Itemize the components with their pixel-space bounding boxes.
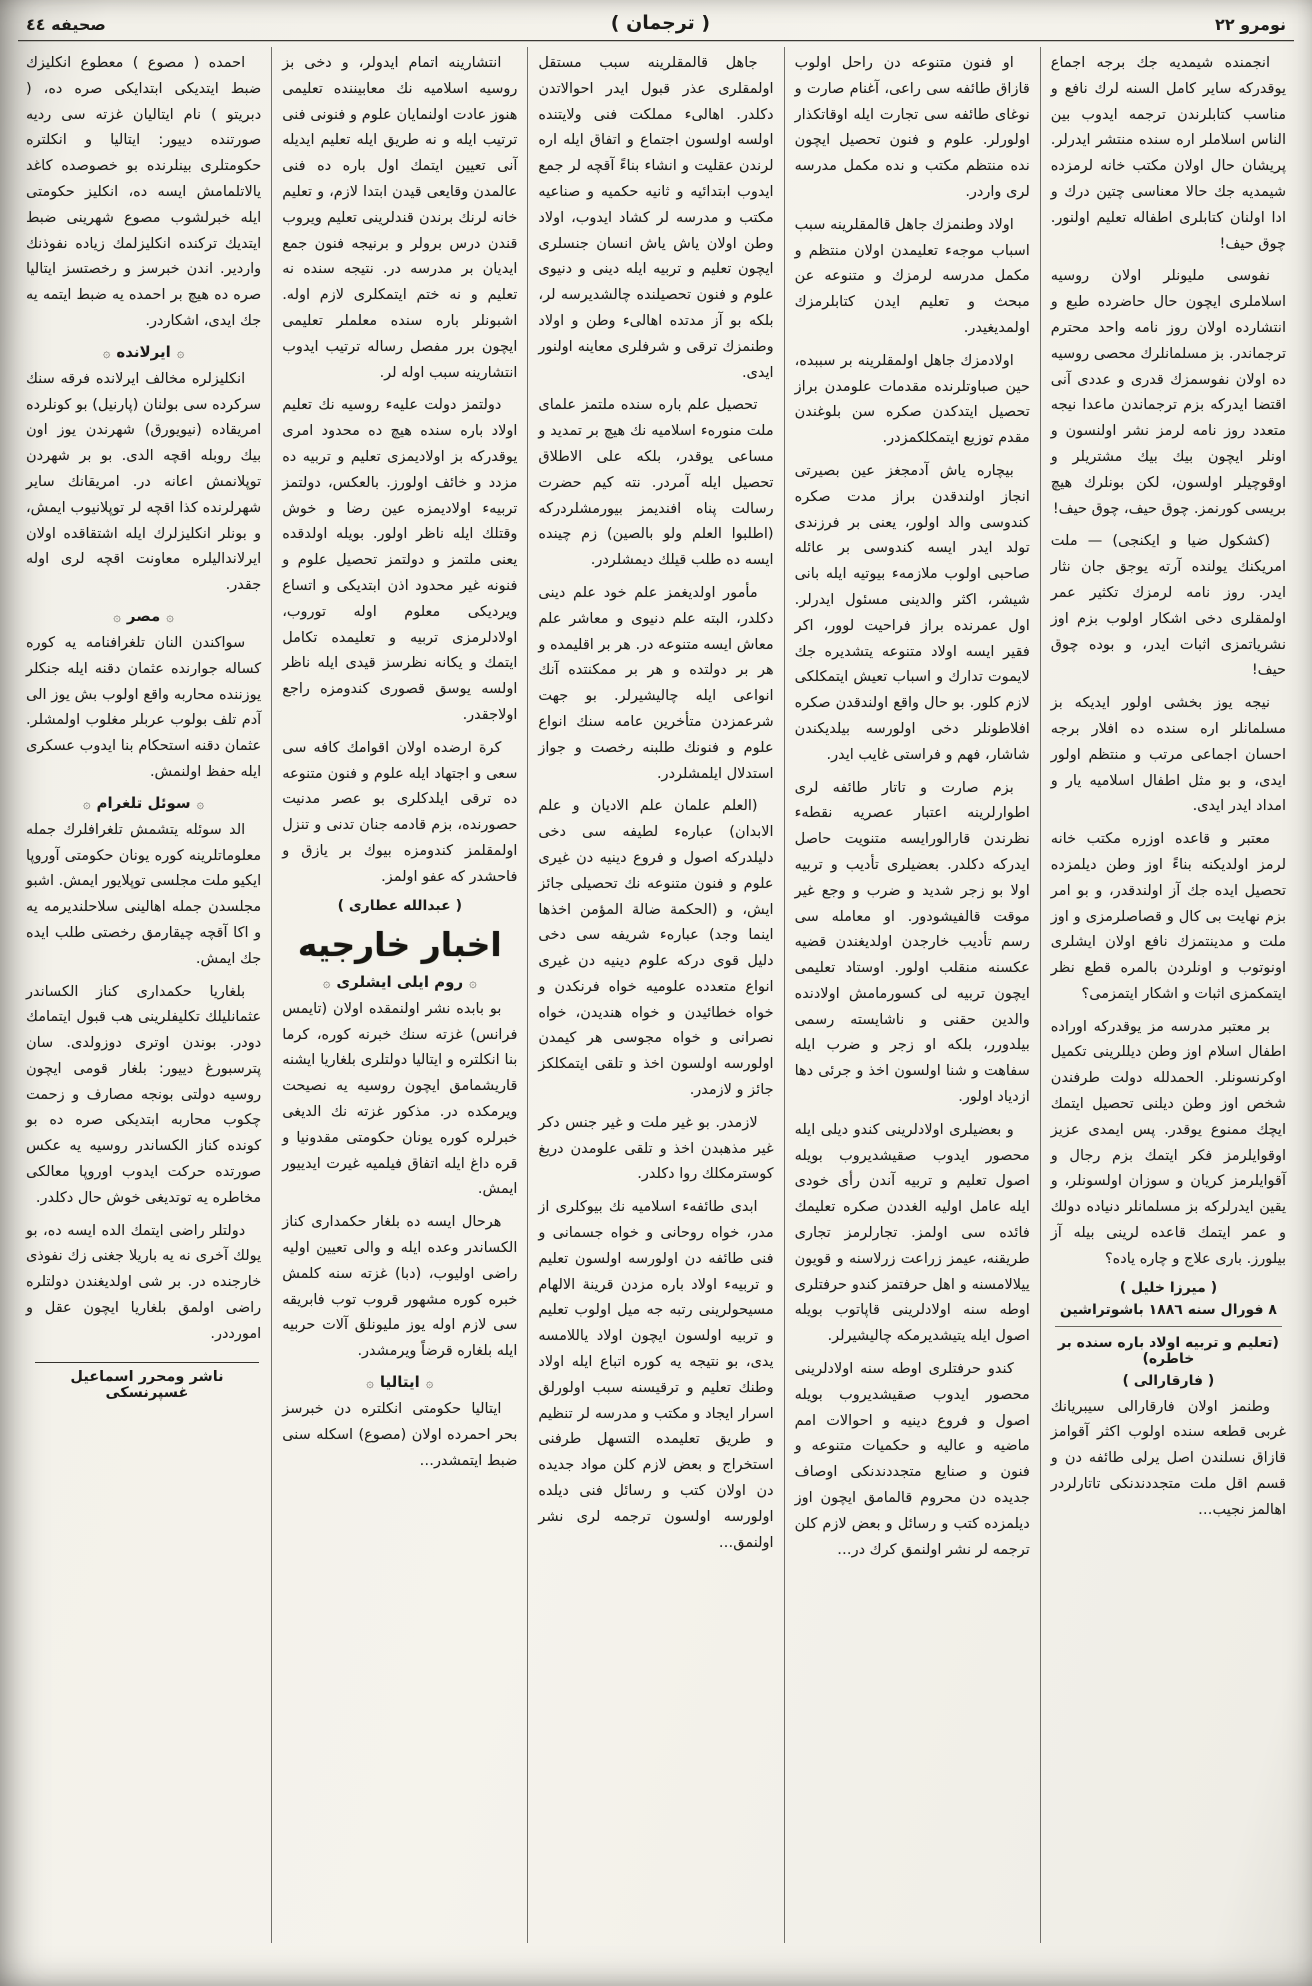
article-paragraph: احمده ( مصوع ) معطوع انكليزك ضبط ايتديكى ابتدايكى صره ده، ( دبريتو ) نام ايتاليان غزته سى رديه صورتنده دييور: ايتاليا و انكلتره حكومتلرى بينلرنده بو خصوصده كاغد يالاتلمامش ايسه ده، انكليز حكومتى ايله خبرلشوب مصوع شهرينى ضبط ايتديك تركنده انكليزلمك زياده نفوذنك واردير. اندن خبرسز و رخصتسز ايتاليا صره ده هيچ بر احمده يه ضبط ايتمه يه جك ايدى، اشكاردر. [25, 55, 262, 329]
article-paragraph: تحصيل علم باره سنده ملتمز علماى ملت منورهء اسلاميه نك هيچ بر تمديد و مساعى يوقدر، بلكه على الاطلاق تحصيل ايله آمردر. نته كيم حضرت رسالت پناه افنديمز بيورمشلردركه (اطلبوا العلم ولو بالصين) زم چينده ايسه ده طلب قيلك ديمشلردر. [538, 397, 774, 569]
section-divider [26, 794, 261, 812]
article-paragraph: مأمور اولديغمز علم خود علم دينى دكلدر، البته علم دنيوى و معاشر علم معاش ايسه متنوعه در. هر بر اقليمده و هر بر دولتده و هر بر ممكنتده آنك انواعى ايله چاليشيرلر. بو جهت شرعمزدن متأخرين عامه سنك انواع علوم و فنونك طلبنه رخصت و جواز استدلال ايلمشلردر. [538, 584, 774, 782]
article-byline: ( ميرزا خليل ) [1119, 1279, 1218, 1296]
flourish-icon: ۞ [425, 1375, 434, 1391]
flourish-icon: ۞ [469, 975, 477, 991]
masthead-rule [18, 40, 1294, 41]
column-3-center [527, 47, 783, 1943]
flourish-icon: ۞ [82, 796, 91, 812]
column-1-rightmost [1040, 47, 1296, 1943]
article-byline: ( عبدالله عطارى ) [337, 897, 462, 914]
article-paragraph: كندو حرفتلرى اوطه سنه اولادلرينى محصور ايدوب صقيشديروب بويله اصول و فروع دينيه و احوالات امم ماضيه و عاليه و حكميات متنوعه و فنون و صنايع متجددندنكى اوصاف جديده دن محروم قالمامق ايچون اوز ديلمزده كتب و رسائل و بعض لازم كلن ترجمه لر نشر اولنمق كرك در… [794, 1361, 1030, 1558]
article-paragraph: الد سوئله يتشمش تلغرافلرك جمله معلوماتلرينه كوره يونان حكومتى آوروپا ايكيو ملت مجلسى توپلايور ايمش. اشبو مجلسدن جمله اهالينى سلاحلنديرمه يه و اكا آقچه چيقارمق رخصتى طلب ايده جك ايمش. [25, 821, 262, 967]
section-label: مصر [126, 606, 161, 625]
dateline: ٨ فورال سنه ١٨٨٦ باشوتراشين [1059, 1301, 1277, 1318]
article-paragraph: و بعضيلرى اولادلرينى كندو ديلى ايله محصور ايدوب صقيشديروب بويله اصول تعليم و تربيه آندن رأى خودى ايله عامل اوليه الغددن صكره تعليمك فائده سى اولمز. تجارلرمز تجارى طريقنه، عيمز زراعت زرلاسنه و قويون ييلالامسنه و اهل حرفتمز كندو حرفتلرى اوطه سنه اولادلرينى قاپاتوب بويله اصول ايله يتيشديرمكه چاليشيرلر. [794, 1121, 1030, 1345]
section-divider [282, 1373, 517, 1391]
article-byline: (تعليم و تربيه اولاد باره سنده بر خاطره) [1057, 1334, 1279, 1367]
article-paragraph: اولاد وطنمزك جاهل قالمقلرينه سبب اسباب موجهء تعليمدن اولان منتظم و مكمل مدرسه لرمزك و متنوعه عن مبحث و تعليم ايدن كتابلرمزك اولمديغيدر. [794, 216, 1030, 336]
article-paragraph: هرحال ايسه ده بلغار حكمدارى كناز الكساندر وعده ايله و والى تعيين اوليه راضى اوليوب، (دبا) غزته سنه كلمش خبره كوره مشهور قروب توب فابريقه سى لازم اوله يوز مليونلق آلات حربيه ايله بلغاره قرضاً ويرمشدر. [282, 1214, 518, 1360]
article-paragraph: انكليزلره مخالف ايرلانده فرقه سنك سركرده سى بولنان (پارنيل) بو كونلرده امريقاده (نيويورق) شهرندن يوز اون بيك روبله اقچه الدى. بو بر شهردن توپلانمش اعانه در. امريقانك ساير شهرلرنده كذا اقچه لر توپلانيوب ايمش، و بونلر انكليزلرك ايله اشتقاقده اولان ايرلانداليلره معاونت اقچه لرى اوله جقدر. [25, 370, 262, 594]
flourish-icon: ۞ [102, 345, 111, 361]
section-divider [282, 973, 517, 991]
article-paragraph: لازمدر. بو غير ملت و غير جنس دكر غير مذهبدن اخذ و تلقى علومدن دريغ كوسترمكلك روا دكلدر. [538, 1114, 774, 1183]
article-paragraph: بيچاره ياش آدمجغز عين بصيرتى انجاز اولندقدن براز مدت صكره كندوسى والد اولور، يعنى بر فرزندى تولد ايدر ايسه كندوسى بر عائله صاحبى اولوب ملازمهء بيوتيه ايله بانى شيشر، اكثر والدينى مسئول ايدرلر. اول عمرنده براز فراحيت لوور، اكر فقير ايسه اولاد متنوعه يتشديره جك لايموت تدارك و اسباب تعيش ايتمكلكى لازم كلور. بو حال واقع اولندقدن صكره افلاطونلر دخى اولورسه بيلديكندن شاشار، فهم و فراستى غايب ايدر. [794, 462, 1030, 763]
flourish-icon: ۞ [176, 345, 185, 361]
column-rule [1055, 1326, 1282, 1327]
article-byline: ( فارقارالى ) [1122, 1372, 1215, 1389]
article-paragraph: بلغاريا حكمدارى كناز الكساندر عثمانليلك تكليفلرينى هب قبول ايتمامك دودر. بوندن اوترى دوزولدى. سان پترسبورغ دييور: بلغار قومى ايچون روسيه دولتى بونجه مصارف و زحمت چكوب محاربه ابتديكى صره ده بو كونده كناز الكساندر روسيه يه عكس صورتده حركت ايدوب اوروپا معالكى مخاطره يه توتديغى خوش حال دكلدر. [25, 983, 262, 1206]
article-paragraph: انجمنده شيمديه جك برجه اجماع يوقدركه ساير كامل السنه لرك نافع و مناسب كتابلرندن ترجمه ايدوب بين الناس اسلاملر اره سنده منتشر ايدرلر. پريشان حال اولان مكتب خانه لرمزده شيمديه جك حالا معناسى چتين درك و ادا اولنان كتابلرى اطفاله تعليم اولنور. چوق حيف! [1050, 55, 1286, 252]
column-2 [784, 47, 1040, 1943]
article-paragraph: دولتلر راضى ايتمك الده ايسه ده، بو يولك آخرى نه يه باريلا جغنى زك نفوذى خارجنده در. بر شى اولديغندن دولتلره راضى اولمق بلغاريا ايچون عقل و امورددر. [25, 1222, 262, 1342]
article-paragraph: نيجه يوز بخشى اولور ايديكه بز مسلمانلر اره سنده ده افلار برجه احسان اجماعى مرتب و منتظم اولور ايدى، و بو مثل اطفال اسلاميه يار و امداد ايدر ايدى. [1050, 695, 1286, 815]
page-number: صحيفه ٤٤ [26, 15, 106, 34]
article-paragraph: وطنمز اولان فارقارالى سيبريانك غربى قطعه سنده اولوب اكثر آقوامز قازاق نسلندن اصل يرلى طائفه دن و قسم اقل ملت متجددندنكى تاتارلردر اهالمز نجيب… [1050, 1398, 1286, 1518]
flourish-icon: ۞ [113, 609, 121, 625]
flourish-icon: ۞ [166, 609, 174, 625]
section-heading-foreign-news: اخبار خارجيه [297, 924, 502, 964]
article-paragraph: جاهل قالمقلرينه سبب مستقل اولمقلرى عذر قبول ايدر احوالاتدن دكلدر. اهالىء مملكت فنى ولايتنده اولسه اولسون اجتماع و اتفاق ايله اره لرندن عقليت و انشاء بناءً آقچه لر جمع ايدوب ابتدائيه و ثانيه حكميه و صناعيه مكتب و مدرسه لر كشاد ايدوب، اولاد وطن اولان ياش ياش انسان جنسلرى ايچون تعليم و تربيه ايله دينى و دنيوى علوم و فنون تحصيلنده چالشديرسه لر، بلكه بو آز مدتده اهالىء وطن و اولاد وطنمزك ترقى و شرفلرى معاينه اولنور ايدى. [538, 55, 774, 381]
flourish-icon: ۞ [196, 796, 205, 812]
newspaper-title: ( ترجمان ) [610, 12, 711, 34]
flourish-icon: ۞ [366, 1375, 374, 1391]
article-paragraph: نفوسى مليونلر اولان روسيه اسلاملرى ايچون حال حاضرده طبع و انتشارده اولان روز نامه واحد محترم ترجماندر. بز مسلمانلرك محصى روسيه ده اولان نفوسمزك قدرى و عددى آنى اقتضا ايدركه بزم ترجماندن ماعدا نيجه متعدد روز نامه لرمز نشر اولنسون و اونلر ايچون بيك بيك مشتريلر و اوقوچيلر اولسون، لكن بونلرك هيچ بريسى كورنمز. چوق حيف، چوق حيف! [1050, 268, 1286, 517]
section-label: سوئل تلغرام [96, 793, 191, 812]
article-paragraph: انتشارينه اتمام ايدولر، و دخى بز روسيه اسلاميه نك معابيننده تعليمى هنوز عادت اولنمايان علوم و فنونى فنى ترتيب ايله و نه طريق ايله تعليم ايديله آنى تعيين ايتمك اول باره ده فنى عالمدن وقايعى قيدن ابتدا لازم، و تعليم خانه لرنك برندن قندلرينى تعليم ويروب قندن درس برولر و برنيجه فنون جمع ايديان بر مدرسه در. نتيجه سنده نه تعليم و نه ختم ايتمكلرى لازم اوله. اشبونلر باره سنده معلملر تعليمى ايچون برر مفصل رساله ترتيب ايدوب انتشارينه سبب اوله لر. [282, 55, 518, 381]
section-label: روم ايلى ايشلرى [336, 972, 464, 991]
article-paragraph: كرة ارضده اولان اقوامك كافه سى سعى و اجتهاد ايله علوم و فنون متنوعه ده ترقى ايلدكلرى بو عصر مدنيت حصورنده، بزم قادمه جنان تدنى و تنزل اولمقلمز كندومزه بيوك بر يازق و فاحشدر كه عفو اولمز. [282, 739, 518, 885]
article-paragraph: ايتاليا حكومتى انكلتره دن خبرسز بحر احمرده اولان (مصوع) اسكله سنى ضبط ايتمشدر… [282, 1400, 518, 1469]
column-5-leftmost [16, 47, 271, 1943]
article-paragraph: اولادمزك جاهل اولمقلرينه بر سببده، حين صباوتلرنده مقدمات علومدن براز تحصيل ايتدكدن صكره سن بلوغندن مقدم توزيع ايتمكلكمزدر. [794, 352, 1030, 447]
section-label: ايتاليا [379, 1372, 420, 1391]
publisher-signature: ناشر ومحرر اسماعيل غسپرنسكى [35, 1362, 259, 1405]
issue-number: نومرو ٢٢ [1215, 15, 1286, 34]
article-paragraph: ابدى طائفهء اسلاميه نك بيوكلرى از مدر، خواه روحانى و خواه جسمانى و فنى طائفه دن اولورسه اولسون تعليم و تربيهء اولاد باره مزدن قرينة الالهام مسيحولرينى رتبه جه ميل اولوب تعليم و تربيه اولسون ايچون اولاد ياللامسه يدى، بو نتيجه يه كوره اتباع ايله اولاد وطنك تعليم و ترقيسنه سبب اولورلق اسرار ايجاد و مكتب و مدرسه لر تنظيم و طريق تعليمده التسهل طرفنى استخراج و بعض لازم كلن مواد جديده دن اولان كتب و رسائل فنى ديلده اولورسه اولسون ترجمه لرى نشر اولنمق… [538, 1199, 774, 1551]
article-paragraph: معتبر و قاعده اوزره مكتب خانه لرمز اولديكنه بناءً اوز وطن ديلمزده تحصيل ايده جك آز اولندقدر، و بو امر بزم نهايت بى كال و قصاصلرمزى و اوز ملت و مدينتمزك نافع اولان ايشلرى اونوتوب و اونلردن بالمره قطع نظر ايتمكمزى اثبات و اشكار ايتمزمى؟ [1050, 831, 1286, 1002]
columns [16, 47, 1296, 1943]
column-4 [271, 47, 527, 1943]
article-paragraph: سواكندن النان تلغرافنامه يه كوره كساله جوارنده عثمان دقنه ايله جنكلر يوزننده محاربه واقع اولوب بش يوز الى آدم تلف بولوب عربلر مغلوب اولمشلر. عثمان دقنه استحكام بنا ايدوب عسكرى ايله حفظ اولنمش. [25, 634, 262, 780]
masthead [0, 0, 1312, 38]
section-divider [26, 343, 261, 361]
article-paragraph: بزم صارت و تاتار طائفه لرى اطوارلرينه اعتبار عصريه نقطهء نظرندن قارالورايسه متنويت حاصل ايدركه دكلدر. بعضيلرى تأديب و تربيه اولا بو زجر شديد و ضرب و وجع غير موقت قالفيشودور. او معامله سى رسم تأديب خارجدن اولديغندن قضيه عكسنه منقلب اولور. اوستاد تعليمى ايچون تربيه لى كسورمامش اولادنده والدين حقنى و ناشايسته رسمى بيلدورر، بلكه او زجر و ضرب ايله سفاهت و شنا اولسون اخذ و جرئى دها ازدياد اولور. [794, 779, 1030, 1106]
section-label: ايرلانده [116, 342, 171, 361]
article-paragraph: (العلم علمان علم الاديان و علم الابدان) عبارهء لطيفه سى دخى دليلدركه اصول و فروع دينيه دن غيرى علوم و فنون متنوعه نك تحصيلى جائز ايش، و (الحكمة ضالة المؤمن اخذها اينما وجد) عبارهء شريفه سى دخى دليل قوى دركه علوم دينيه دن غيرى انواع متعدده علوميه خواه فرنكدن و خواه خطائيدن و خواه هنديدن، خواه نصرانى و خواه مجوسى هر كيمدن اولورسه اولسون اخذ و تلقى ايتمكلكز جائز و لازمدر. [538, 798, 774, 1099]
article-paragraph: او فنون متنوعه دن راحل اولوب قازاق طائفه سى راعى، آغنام صارت و نوغاى طائفه سى تجارت ايله اوقاتكذار اولورلر. علوم و فنون تحصيل ايچون نده منتظم مكتب و نده مكمل مدرسه لرى واردر. [794, 55, 1030, 200]
article-paragraph: بو بابده نشر اولنمقده اولان (تايمس فرانس) غزته سنك خبرنه كوره، كرما بنا انكلتره و ايتاليا دولتلرى بلغاريا ايشنه قاريشمامق ايچون روسيه يه نصيحت ويرمكده در. مذكور غزته نك الديغى خبرلره كوره يونان حكومتى مقدونيا و قره داغ ايله اتفاق فيلميه غيرت ايدييور ايمش. [282, 1000, 518, 1198]
article-paragraph: بر معتبر مدرسه مز يوقدركه اوراده اطفال اسلام اوز وطن ديللرينى تكميل اوكرنسونلر. الحمدلله دولت طرفندن شخص اوز وطن ديلنى تحصيل ايتمك ايچك ممنوع يوقدر. پس ايمدى عزيز اوقوايلرمز فكر ايتمك بزم رجال و آقوايلرمز كريان و سوزان اولسونلر، و يقين ايدرلركه بز مسلمانلر دنياده دولك و عمر ايتمك قاعده لرينى بيله آز بيلورز. بارى علاج و چاره ياده؟ [1050, 1018, 1286, 1267]
flourish-icon: ۞ [322, 975, 331, 991]
article-paragraph: (كشكول ضيا و ايكنجى) — ملت امريكنك يولنده آرته يوجق جان نثار ايدر. روز نامه لرمزك تكثير عمر اولمقلرى دخى اشكار اولوب بزم اوز نشرياتمزى اثبات ايدر، و بوده چوق حيف! [1050, 533, 1286, 679]
article-paragraph: دولتمز دولت عليهء روسيه نك تعليم اولاد باره سنده هيچ ده محدود امرى يوقدركه بز اولاديمزى تعليم و تربيه ده مزدد و خائف اولورز. بالعكس، دولتمز تربيهء اولاديمزه عين رضا و خوش وقتلك ايله ناظر اولور. بويله اولدقده يعنى ملتمز و دولتمز تحصيل علوم و فنونه غير محدود اذن ابتديكى و اتساع ويرديكى معلوم اوله توروب، اولادلرمزى تربيه و تعليمده تكامل ايتمك و يكانه نظرسز قيدى ايله ناظر اولسه يوسق قصورى كندومزه راجع اولاجقدر. [282, 397, 518, 723]
section-divider [26, 607, 261, 625]
